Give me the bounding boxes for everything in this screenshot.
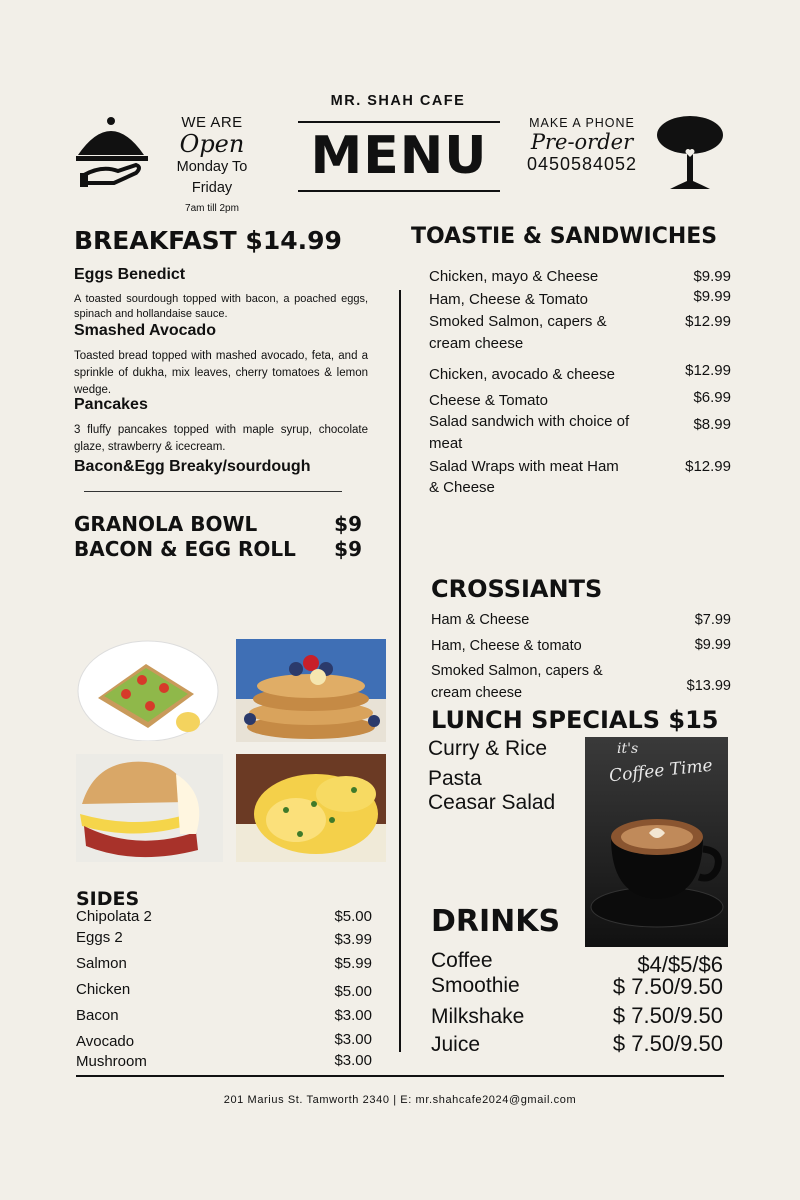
- footer-contact: 201 Marius St. Tamworth 2340 | E: mr.shahcafe2024@gmail.com: [223, 1094, 577, 1106]
- drink-name: Juice: [431, 1033, 481, 1056]
- toastie-row: [429, 411, 731, 455]
- toastie-row: [429, 311, 731, 355]
- drink-name: Milkshake: [431, 1005, 525, 1028]
- toastie-name: Chicken, mayo & Cheese: [429, 268, 599, 285]
- menu-title-rule-top: [298, 121, 500, 123]
- croissant-price: $13.99: [686, 678, 731, 694]
- breakfast-item-name: Smashed Avocado: [74, 322, 216, 339]
- footer-rule: [76, 1075, 724, 1077]
- side-price: $3.00: [334, 1031, 372, 1048]
- croissants-title: CROSSIANTS: [431, 575, 603, 603]
- bowl-row: [74, 512, 362, 536]
- croissant-price: $9.99: [694, 637, 731, 653]
- side-row: [76, 955, 372, 972]
- side-price: $5.00: [334, 983, 372, 1000]
- toastie-name: Chicken, avocado & cheese: [429, 366, 615, 383]
- side-row: [76, 981, 372, 1000]
- toastie-row: [429, 268, 731, 285]
- menu-title-rule-bottom: [298, 190, 500, 192]
- side-name: Avocado: [76, 1033, 135, 1050]
- toastie-price: $6.99: [693, 389, 731, 406]
- bacon-egg-roll-photo: [76, 754, 223, 862]
- side-row: [76, 1007, 372, 1024]
- side-name: Chicken: [76, 981, 131, 998]
- toastie-name: Cheese & Tomato: [429, 392, 548, 409]
- column-divider: [399, 290, 401, 1052]
- open-hours-block: [158, 114, 266, 214]
- cafe-name: MR. SHAH CAFE: [330, 93, 466, 109]
- drink-price: $ 7.50/9.50: [612, 1003, 723, 1028]
- toastie-price: $9.99: [693, 288, 731, 305]
- cloche-serving-icon: [74, 115, 150, 191]
- open-script: Open: [179, 130, 245, 158]
- side-name: Salmon: [76, 955, 127, 972]
- breakfast-item-name: Eggs Benedict: [74, 266, 186, 283]
- side-price: $5.00: [334, 908, 372, 925]
- toastie-name: Salad sandwich with choice of meat: [429, 413, 630, 452]
- breakfast-item-name: Pancakes: [74, 396, 148, 413]
- bowl-price: $9: [334, 512, 362, 536]
- tree-heart-icon: [656, 115, 724, 191]
- side-row: [76, 908, 372, 925]
- preorder-phone: 0450584052: [526, 154, 638, 174]
- toastie-price: $12.99: [685, 458, 731, 475]
- bowl-name: GRANOLA BOWL: [74, 512, 258, 536]
- bowl-row: [74, 537, 362, 561]
- lunch-title: LUNCH SPECIALS $15: [431, 706, 719, 734]
- toastie-row: [429, 456, 731, 498]
- toastie-name: Ham, Cheese & Tomato: [429, 291, 588, 308]
- drink-price: $ 7.50/9.50: [612, 1031, 723, 1056]
- open-days: Monday To Friday: [176, 159, 248, 196]
- eggs-benedict-photo: [236, 754, 386, 862]
- coffee-image-line1: it's: [617, 741, 639, 757]
- lunch-item: Ceasar Salad: [428, 791, 556, 814]
- toastie-row: [429, 389, 731, 409]
- preorder-line1: MAKE A PHONE: [529, 116, 635, 130]
- drink-price: $ 7.50/9.50: [612, 974, 723, 999]
- toastie-row: [429, 362, 731, 383]
- side-row: [76, 1052, 372, 1070]
- croissant-name: Ham & Cheese: [431, 612, 530, 628]
- drink-price: $4/$5/$6: [637, 952, 723, 977]
- breakfast-title: BREAKFAST $14.99: [74, 226, 342, 255]
- toastie-price: $12.99: [685, 362, 731, 379]
- drink-row: [431, 1003, 723, 1029]
- toastie-name: Salad Wraps with meat Ham & Cheese: [429, 458, 619, 496]
- lunch-item: Curry & Rice: [428, 737, 548, 760]
- coffee-image-line2: Coffee Time: [608, 755, 714, 787]
- side-price: $3.00: [334, 1007, 372, 1024]
- lunch-item: Pasta: [428, 767, 482, 790]
- drink-name: Coffee: [431, 949, 493, 972]
- croissant-price: $7.99: [694, 612, 731, 628]
- bowl-name: BACON & EGG ROLL: [74, 537, 296, 561]
- side-row: [76, 929, 372, 948]
- drink-row: [431, 1031, 723, 1057]
- breakfast-item-desc: Toasted bread topped with mashed avocado, feta, and a sprinkle of dukha, mix leaves, cherry tomatoes & lemon wedge.: [74, 350, 368, 396]
- drink-row: [431, 974, 723, 1000]
- toastie-row: [429, 288, 731, 308]
- side-name: Eggs 2: [76, 929, 123, 946]
- croissant-name: Smoked Salmon, capers & cream cheese: [431, 663, 603, 701]
- bowl-price: $9: [334, 537, 362, 561]
- breakfast-item-desc: A toasted sourdough topped with bacon, a poached eggs, spinach and hollandaise sauce.: [74, 293, 368, 320]
- drink-name: Smoothie: [431, 974, 520, 997]
- croissant-name: Ham, Cheese & tomato: [431, 638, 582, 654]
- side-name: Bacon: [76, 1007, 119, 1024]
- toastie-price: $8.99: [693, 416, 731, 433]
- side-price: $5.99: [334, 955, 372, 972]
- preorder-block: [520, 116, 644, 175]
- side-name: Mushroom: [76, 1053, 147, 1070]
- side-price: $3.99: [334, 931, 372, 948]
- smashed-avocado-photo: [76, 636, 223, 741]
- side-name: Chipolata 2: [76, 908, 152, 925]
- menu-title: MENU: [310, 126, 488, 186]
- breakfast-item-name: Bacon&Egg Breaky/sourdough: [74, 458, 311, 475]
- croissant-row: [431, 660, 731, 704]
- side-row: [76, 1031, 372, 1050]
- pancakes-photo: [236, 639, 386, 742]
- croissant-row: [431, 612, 731, 628]
- sides-title: SIDES: [76, 888, 140, 910]
- open-hours: 7am till 2pm: [185, 203, 239, 214]
- breakfast-divider: [84, 491, 342, 492]
- preorder-script: Pre-order: [530, 130, 634, 154]
- coffee-time-photo: [585, 737, 728, 947]
- side-price: $3.00: [334, 1052, 372, 1069]
- open-line1: WE ARE: [181, 114, 243, 131]
- toastie-name: Smoked Salmon, capers & cream cheese: [429, 313, 607, 352]
- croissant-row: [431, 637, 731, 654]
- drinks-title: DRINKS: [431, 904, 561, 939]
- toastie-price: $12.99: [685, 313, 731, 330]
- breakfast-item-desc: 3 fluffy pancakes topped with maple syrup, chocolate glaze, strawberry & icecream.: [74, 424, 368, 453]
- toastie-price: $9.99: [693, 268, 731, 285]
- toasties-title: TOASTIE & SANDWICHES: [411, 224, 718, 249]
